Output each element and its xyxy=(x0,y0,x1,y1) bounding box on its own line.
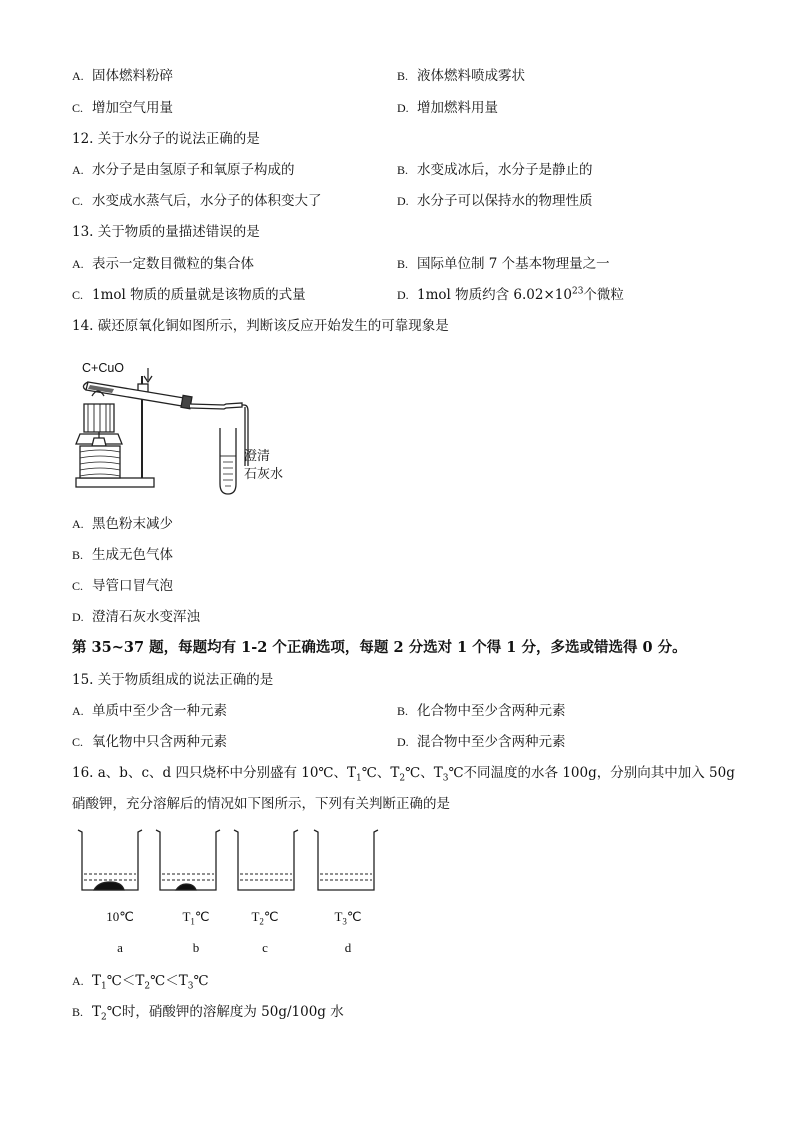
option-text: 水变成冰后，水分子是静止的 xyxy=(417,162,593,178)
wooden-block xyxy=(80,446,120,478)
option-label: C. xyxy=(72,288,84,302)
option-label: D. xyxy=(72,610,84,624)
beaker-d-letter: d xyxy=(344,940,352,955)
option-label: C. xyxy=(72,101,84,115)
section-heading: 第 35~37 题，每题均有 1-2 个正确选项，每题 2 分选对 1 个得 1 分，多选或错选得 0 分。 xyxy=(72,639,687,656)
subscript: 2 xyxy=(399,773,406,784)
carbon-reduction-apparatus xyxy=(74,356,304,496)
beaker-a xyxy=(78,830,142,890)
option-label: D. xyxy=(397,101,409,115)
option-text: 混合物中至少含两种元素 xyxy=(417,734,566,750)
option-label: A. xyxy=(72,69,84,83)
option-text: 黑色粉末减少 xyxy=(92,516,173,532)
option-label: A. xyxy=(72,704,84,718)
q15-stem: 15. 关于物质组成的说法正确的是 xyxy=(72,672,274,688)
option-text: 水变成水蒸气后，水分子的体积变大了 xyxy=(92,193,322,209)
text-part: T xyxy=(92,1004,102,1020)
text-part: ℃时，硝酸钾的溶解度为 50g/100g 水 xyxy=(106,1004,344,1020)
option-label: C. xyxy=(72,194,84,208)
option-text: 液体燃料喷成雾状 xyxy=(417,68,525,84)
text-part: ℃＜T xyxy=(106,973,145,989)
option-label: A. xyxy=(72,257,84,271)
subscript: 2 xyxy=(101,1012,107,1023)
option-text: 澄清石灰水变浑浊 xyxy=(92,609,200,625)
undissolved-solid xyxy=(176,884,196,890)
beaker-c-temp: $T_2℃$ xyxy=(251,909,279,927)
undissolved-solid xyxy=(94,882,124,890)
option-text: 水分子是由氢原子和氧原子构成的 xyxy=(92,162,295,178)
q14-option-c xyxy=(72,576,173,596)
option-label: B. xyxy=(72,548,84,562)
subscript: 2 xyxy=(144,981,151,992)
beaker-a-letter: a xyxy=(117,940,123,955)
q12-stem: 12. 关于水分子的说法正确的是 xyxy=(72,131,260,147)
q12-option-b xyxy=(397,160,593,180)
beakers-figure xyxy=(74,826,384,896)
option-text: 1mol 物质的质量就是该物质的式量 xyxy=(92,287,306,303)
delivery-tube xyxy=(190,403,242,409)
option-text-pre: 1mol 物质约含 6.02×10 xyxy=(417,287,572,303)
beaker-d xyxy=(314,830,378,890)
option-label: B. xyxy=(397,704,409,718)
option-label: D. xyxy=(397,194,409,208)
option-text: 增加燃料用量 xyxy=(417,100,498,116)
beaker-c-letter: c xyxy=(262,940,268,955)
option-label: B. xyxy=(397,69,409,83)
option-text-post: 个微粒 xyxy=(583,287,624,303)
option-label: B. xyxy=(397,163,409,177)
q12-option-d xyxy=(397,191,593,211)
option-text: 国际单位制 7 个基本物理量之一 xyxy=(417,256,610,272)
q11-option-d xyxy=(397,98,498,118)
option-text: 增加空气用量 xyxy=(92,100,173,116)
stand-base xyxy=(76,478,154,487)
option-text: 水分子可以保持水的物理性质 xyxy=(417,193,593,209)
q13-option-a xyxy=(72,254,254,274)
q15-option-d xyxy=(397,732,566,752)
option-text: 表示一定数目微粒的集合体 xyxy=(92,256,254,272)
option-label: D. xyxy=(397,288,409,302)
text-part: T xyxy=(92,973,102,989)
option-label: D. xyxy=(397,735,409,749)
q15-option-b xyxy=(397,701,566,721)
q14-stem: 14. 碳还原氧化铜如图所示，判断该反应开始发生的可靠现象是 xyxy=(72,318,449,334)
option-text: 导管口冒气泡 xyxy=(92,578,173,594)
option-text: 固体燃料粉碎 xyxy=(92,68,173,84)
exponent: 23 xyxy=(571,286,584,297)
q12-option-c xyxy=(72,191,322,211)
option-label: B. xyxy=(72,1005,84,1019)
stem-part: ℃不同温度的水各 100g，分别向其中加入 50g xyxy=(448,765,735,781)
option-text: 单质中至少含一种元素 xyxy=(92,703,227,719)
beaker-b-temp: $T_1℃$ xyxy=(182,909,210,927)
option-label: A. xyxy=(72,163,84,177)
option-text: 化合物中至少含两种元素 xyxy=(417,703,566,719)
subscript: 3 xyxy=(442,773,449,784)
q15-option-a xyxy=(72,701,227,721)
text-part: ℃ xyxy=(193,973,209,989)
q16-stem-line1 xyxy=(72,763,735,783)
q13-option-c xyxy=(72,285,306,305)
q15-option-c xyxy=(72,732,227,752)
option-text: 生成无色气体 xyxy=(92,547,173,563)
q14-option-b xyxy=(72,545,173,565)
q11-option-c xyxy=(72,98,173,118)
stem-part: ℃、T xyxy=(405,765,443,781)
q12-option-a xyxy=(72,160,295,180)
option-label: C. xyxy=(72,579,84,593)
limewater-label-2: 石灰水 xyxy=(244,467,284,482)
subscript: 1 xyxy=(356,773,362,784)
reagent-label: C+CuO xyxy=(82,361,125,375)
q11-option-b xyxy=(397,66,525,86)
beaker-a-temp: 10℃ xyxy=(106,909,134,924)
q14-option-d xyxy=(72,607,200,627)
q16-stem-line2: 硝酸钾，充分溶解后的情况如下图所示，下列有关判断正确的是 xyxy=(72,796,450,812)
alcohol-lamp xyxy=(76,391,122,446)
subscript: 1 xyxy=(101,981,107,992)
limewater-test-tube xyxy=(220,428,236,494)
option-label: B. xyxy=(397,257,409,271)
option-label: A. xyxy=(72,517,84,531)
limewater-label-1: 澄清 xyxy=(244,449,271,464)
beaker-d-temp: $T_3℃$ xyxy=(334,909,362,927)
stem-part: ℃、T xyxy=(361,765,400,781)
q16-option-b xyxy=(72,1002,344,1022)
q14-option-a xyxy=(72,514,173,534)
q11-option-a xyxy=(72,66,173,86)
q16-option-a xyxy=(72,971,209,991)
subscript: 3 xyxy=(187,981,194,992)
stem-part: 16. a、b、c、d 四只烧杯中分别盛有 10℃、T xyxy=(72,765,357,781)
beaker-c xyxy=(234,830,298,890)
option-label: A. xyxy=(72,974,84,988)
q13-option-b xyxy=(397,254,610,274)
q13-stem: 13. 关于物质的量描述错误的是 xyxy=(72,224,260,240)
beaker-b xyxy=(156,830,220,890)
option-text: 氧化物中只含两种元素 xyxy=(92,734,227,750)
beaker-b-letter: b xyxy=(192,940,200,955)
text-part: ℃＜T xyxy=(150,973,188,989)
option-label: C. xyxy=(72,735,84,749)
q13-option-d xyxy=(397,285,624,305)
